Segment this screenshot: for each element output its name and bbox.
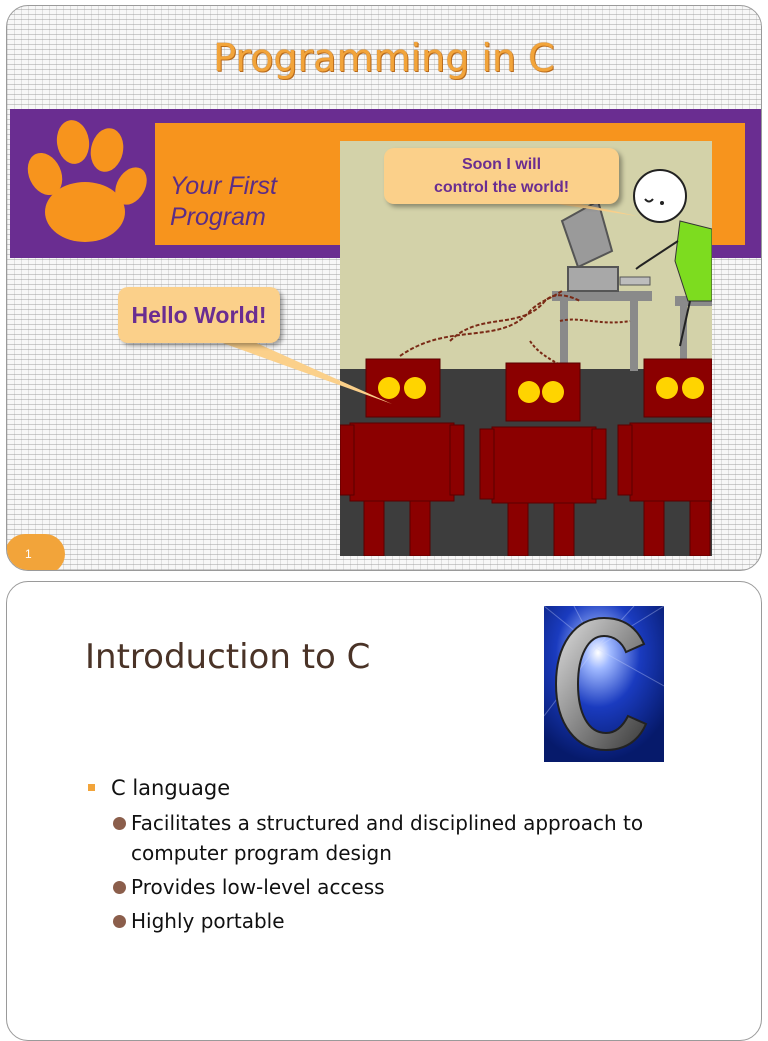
- sub-bullet-text: Highly portable: [131, 909, 285, 933]
- sub-bullet-item: [113, 808, 725, 868]
- slide-1: [6, 5, 762, 571]
- subtitle-line-1: Your First: [170, 172, 277, 200]
- slide-title: Introduction to C: [85, 637, 371, 677]
- bubble-soon-line-2: control the world!: [433, 179, 570, 196]
- square-bullet-icon: [88, 784, 95, 791]
- sub-bullet-text: Facilitates a structured and disciplined approach to computer program design: [131, 811, 644, 865]
- circle-bullet-icon: [113, 915, 126, 928]
- speech-bubble-soon: [384, 148, 619, 204]
- circle-bullet-icon: [113, 881, 126, 894]
- circle-bullet-icon: [113, 817, 126, 830]
- slide-2: [6, 581, 762, 1041]
- sub-bullet-text: Provides low-level access: [131, 875, 385, 899]
- speech-bubble-hello: Hello World!: [118, 287, 280, 343]
- slide-subtitle: [170, 171, 277, 233]
- subtitle-line-2: Program: [170, 203, 266, 231]
- sub-bullet-list: [113, 808, 725, 936]
- slide-title: Programming in C: [213, 36, 555, 80]
- bullet-item: [85, 774, 725, 802]
- sub-bullet-item: [113, 906, 725, 936]
- bullet-list: [85, 774, 725, 940]
- bullet-text: C language: [111, 776, 231, 800]
- c-language-logo: [544, 606, 664, 762]
- tiger-paw-icon: [15, 114, 155, 254]
- sub-bullet-item: [113, 872, 725, 902]
- bubble-soon-line-1: Soon I will: [461, 156, 542, 173]
- slide-number-badge: 1: [6, 534, 65, 571]
